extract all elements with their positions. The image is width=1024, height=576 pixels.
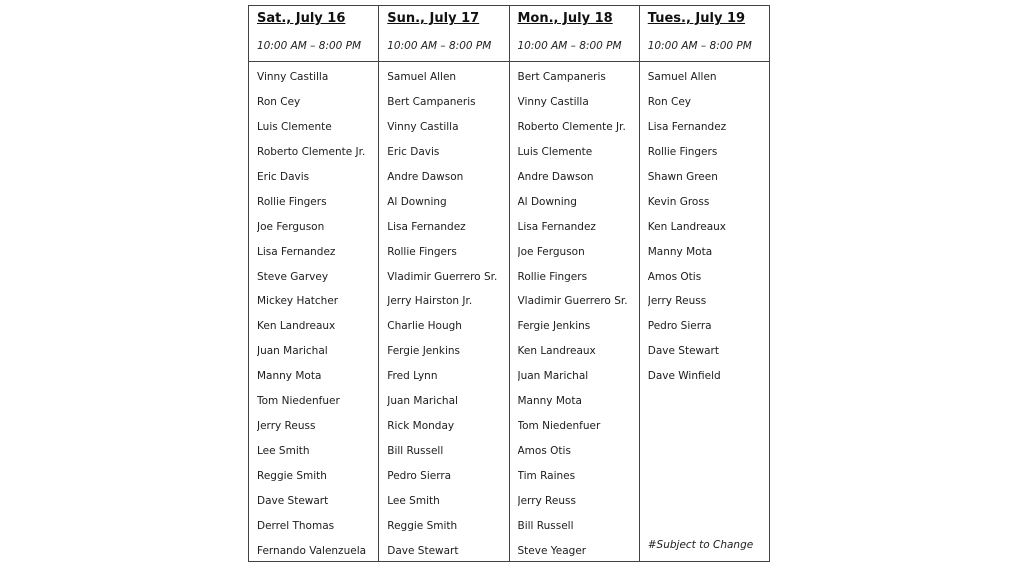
player-name: Samuel Allen [387, 71, 457, 83]
player-name: Andre Dawson [517, 170, 594, 183]
day-header [249, 6, 378, 62]
player-name: Steve Garvey [257, 270, 329, 283]
player-name: Roberto Clemente Jr. [257, 145, 366, 158]
day-title: Tues., July 19 [647, 11, 746, 26]
day-column-tuesday [640, 6, 769, 561]
player-name: Pedro Sierra [647, 320, 712, 333]
player-name: Vladimir Guerrero Sr. [387, 270, 498, 283]
player-name: Tom Niedenfuer [257, 395, 340, 408]
player-name: Manny Mota [257, 370, 322, 383]
player-name: Dave Stewart [257, 494, 329, 507]
day-header [510, 6, 639, 62]
player-name: Samuel Allen [647, 71, 717, 83]
player-name: Luis Clemente [257, 120, 332, 133]
player-name: Eric Davis [257, 170, 310, 183]
player-name: Bill Russell [517, 519, 574, 532]
player-name: Ron Cey [647, 95, 691, 108]
player-name: Vinny Castilla [517, 95, 589, 108]
player-name: Vinny Castilla [387, 120, 459, 133]
player-name: Bill Russell [387, 445, 444, 458]
player-name: Jerry Reuss [257, 420, 316, 433]
player-name: Dave Winfield [647, 370, 721, 383]
player-name: Shawn Green [647, 170, 718, 183]
player-name: Lee Smith [257, 445, 310, 458]
player-name: Lisa Fernandez [517, 220, 596, 233]
player-name: Lee Smith [387, 494, 440, 507]
player-name: Jerry Reuss [647, 295, 707, 308]
day-column-saturday [249, 6, 379, 561]
player-name: Bert Campaneris [387, 95, 476, 108]
player-name: Fernando Valenzuela [257, 544, 367, 557]
player-name: Jerry Hairston Jr. [387, 295, 473, 308]
day-title: Sun., July 17 [387, 11, 480, 26]
player-name: Lisa Fernandez [257, 245, 336, 258]
player-name: Amos Otis [647, 270, 702, 283]
day-title: Mon., July 18 [517, 11, 613, 26]
player-name: Reggie Smith [387, 519, 458, 532]
player-name: Ken Landreaux [647, 220, 727, 233]
player-name: Mickey Hatcher [257, 295, 339, 308]
player-name: Fergie Jenkins [387, 345, 461, 358]
player-name: Vinny Castilla [257, 71, 329, 83]
player-name: Dave Stewart [647, 345, 719, 358]
player-name: Rollie Fingers [387, 245, 457, 258]
player-name: Eric Davis [387, 145, 440, 158]
day-hours: 10:00 AM – 8:00 PM [647, 40, 752, 52]
player-name: Al Downing [387, 195, 447, 208]
player-name: Roberto Clemente Jr. [517, 120, 626, 133]
player-name: Kevin Gross [647, 195, 710, 208]
player-name: Fred Lynn [387, 370, 438, 383]
subject-to-change-note: #Subject to Change [647, 539, 754, 552]
day-hours: 10:00 AM – 8:00 PM [387, 40, 492, 52]
player-name: Rollie Fingers [257, 195, 327, 208]
player-name: Rollie Fingers [517, 270, 588, 283]
day-column-sunday [379, 6, 509, 561]
player-name: Derrel Thomas [257, 519, 335, 532]
player-name: Charlie Hough [387, 320, 462, 333]
player-list [640, 62, 769, 511]
player-name: Tim Raines [517, 470, 576, 482]
player-name: Lisa Fernandez [387, 220, 466, 233]
player-name: Juan Marichal [387, 395, 458, 408]
player-name: Rick Monday [387, 420, 455, 433]
day-title: Sat., July 16 [257, 11, 346, 26]
player-name: Dave Stewart [387, 544, 459, 557]
player-name: Amos Otis [517, 445, 571, 458]
player-name: Joe Ferguson [517, 245, 585, 258]
player-name: Joe Ferguson [257, 220, 325, 233]
day-hours: 10:00 AM – 8:00 PM [257, 40, 362, 52]
player-name: Andre Dawson [387, 170, 464, 183]
day-hours: 10:00 AM – 8:00 PM [517, 40, 622, 52]
player-name: Ken Landreaux [517, 345, 596, 358]
day-column-monday [510, 6, 640, 561]
player-name: Tom Niedenfuer [517, 420, 601, 433]
player-list [249, 62, 378, 567]
player-name: Fergie Jenkins [517, 320, 591, 333]
player-name: Lisa Fernandez [647, 120, 727, 133]
player-name: Juan Marichal [517, 370, 589, 383]
player-name: Ron Cey [257, 95, 301, 108]
player-name: Manny Mota [517, 395, 582, 408]
player-name: Steve Yeager [517, 544, 587, 557]
player-name: Pedro Sierra [387, 470, 452, 482]
day-header [379, 6, 508, 62]
player-list [379, 62, 508, 567]
player-list [510, 62, 639, 567]
player-name: Al Downing [517, 195, 577, 208]
player-name: Vladimir Guerrero Sr. [517, 295, 628, 308]
player-name: Ken Landreaux [257, 320, 336, 333]
player-name: Reggie Smith [257, 470, 327, 482]
player-name: Juan Marichal [257, 345, 328, 358]
player-name: Bert Campaneris [517, 71, 606, 83]
schedule-table [248, 5, 770, 562]
day-header [640, 6, 769, 62]
player-name: Manny Mota [647, 245, 713, 258]
player-name: Rollie Fingers [647, 145, 718, 158]
player-name: Luis Clemente [517, 145, 593, 158]
player-name: Jerry Reuss [517, 494, 576, 507]
